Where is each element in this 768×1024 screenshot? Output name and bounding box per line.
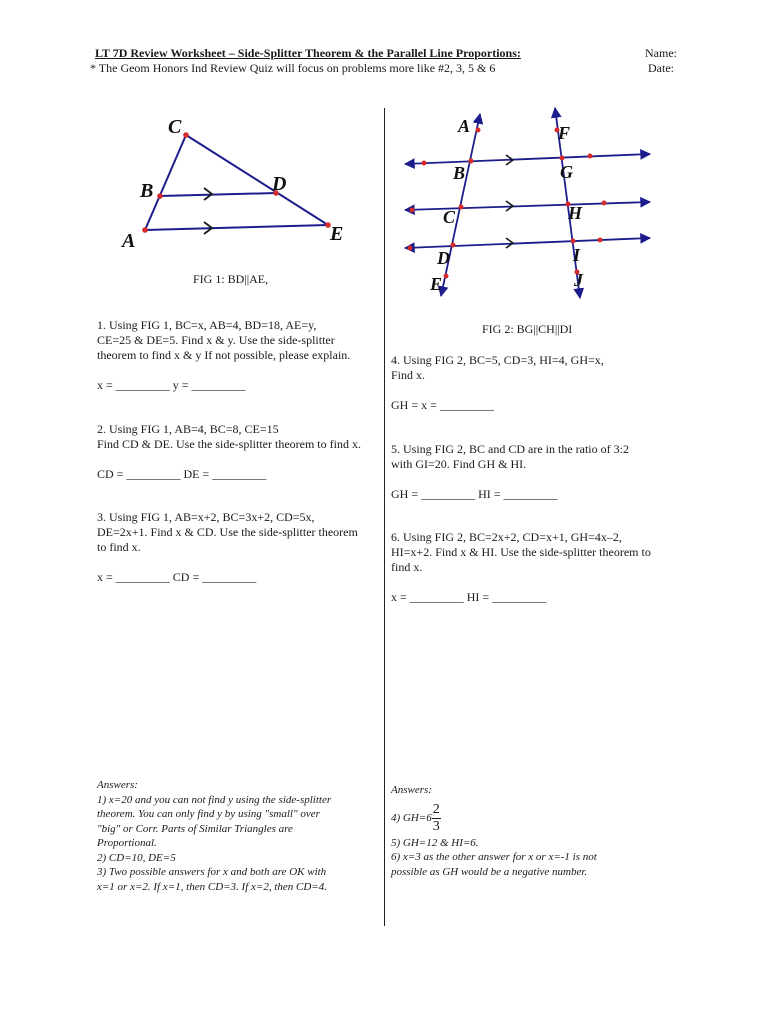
question-4: 4. Using FIG 2, BC=5, CD=3, HI=4, GH=x, Find x. GH = x = _________ [391,353,681,413]
label-j: J [574,270,583,290]
label-h: H [568,203,583,223]
label-i: I [573,245,581,265]
fig1-points [142,132,331,233]
label-a: A [122,230,136,252]
label-c: C [443,207,456,227]
point-c [459,205,464,210]
answers-heading: Answers: [97,779,138,791]
segment-ae [145,225,328,230]
line-bg [405,154,650,164]
question-3: 3. Using FIG 1, AB=x+2, BC=3x+2, CD=5x, DE=2x+1. Find x & CD. Use the side-splitter theorem to find x. x = _________ CD = _________ [97,510,379,585]
label-e: E [330,223,344,245]
fraction-two-thirds: $\frac{2}{3}$ [432,802,440,834]
segment-ce [186,135,328,225]
answer-blank: GH = x = _________ [391,398,494,412]
label-b: B [140,180,154,202]
label-f: F [558,123,571,143]
label-g: G [560,162,573,182]
point-b [469,159,474,164]
name-label: Name: [645,46,677,60]
fig2-parallel-marks [506,155,513,248]
column-divider [384,108,385,926]
date-label: Date: [648,61,674,75]
point-e [444,274,449,279]
label-e: E [430,274,443,294]
fig2-lines [405,108,650,298]
answer-blank: x = _________ HI = _________ [391,590,547,604]
question-2: 2. Using FIG 1, AB=4, BC=8, CE=15 Find CD & DE. Use the side-splitter theorem to find x. CD = _________ DE = _________ [97,422,379,482]
segment-bd [160,193,276,196]
label-d: D [272,173,287,195]
figure-1-caption: FIG 1: BD||AE, [193,272,269,286]
point-i [571,239,576,244]
question-6: 6. Using FIG 2, BC=2x+2, CD=x+1, GH=4x–2, HI=x+2. Find x & HI. Use the side-splitter theorem to find x. x = _________ HI = _________ [391,530,681,605]
header-note: * The Geom Honors Ind Review Quiz will focus on problems more like #2, 3, 5 & 6 [90,61,496,75]
fig1-triangle-lines [145,135,328,230]
answer-blank: x = _________ CD = _________ [97,570,257,584]
answers-left: Answers: 1) x=20 and you can not find y using the side-splitter theorem. You can only find y by using "small" over "big" or Corr. Parts of Similar Triangles are Proportional. 2) CD=10, DE=5 3) Two possible answers for x and both are OK with x=1 or x=2. If x=1, then CD=3. If x=2, then CD=4. [97,778,379,894]
line-di [405,238,650,248]
label-d: D [437,248,450,268]
question-1: 1. Using FIG 1, BC=x, AB=4, BD=18, AE=y, CE=25 & DE=5. Find x & y. Use the side-splitter theorem to find x & y If not possible, please explain. x = _________ y = _________ [97,318,379,393]
answer-blank: CD = _________ DE = _________ [97,467,267,481]
point-a [142,227,148,233]
answers-heading: Answers: [391,784,432,796]
point-b [157,193,163,199]
point-c [183,132,189,138]
label-c: C [168,116,182,138]
answer-blank: x = _________ y = _________ [97,378,246,392]
answer-4: 4) GH=6 $\frac{2}{3}$ [391,802,440,834]
figure-1-triangle [100,110,370,260]
worksheet-title: LT 7D Review Worksheet – Side-Splitter Theorem & the Parallel Line Proportions: [95,46,521,60]
answer-blank: GH = _________ HI = _________ [391,487,558,501]
point-d [451,243,456,248]
point-g [560,156,565,161]
label-b: B [453,163,466,183]
figure-2-parallel-lines [400,100,660,305]
label-a: A [458,116,471,136]
answers-right: Answers: 4) GH=6 $\frac{2}{3}$ 5) GH=12 & HI=6. 6) x=3 as the other answer for x or x=-1 is not possible as GH would be a negative number. [391,783,681,879]
point-a [476,128,481,133]
line-ch [405,202,650,210]
figure-2-caption: FIG 2: BG||CH||DI [482,322,573,336]
question-5: 5. Using FIG 2, BC and CD are in the ratio of 3:2 with GI=20. Find GH & HI. GH = _________ HI = _________ [391,442,681,502]
